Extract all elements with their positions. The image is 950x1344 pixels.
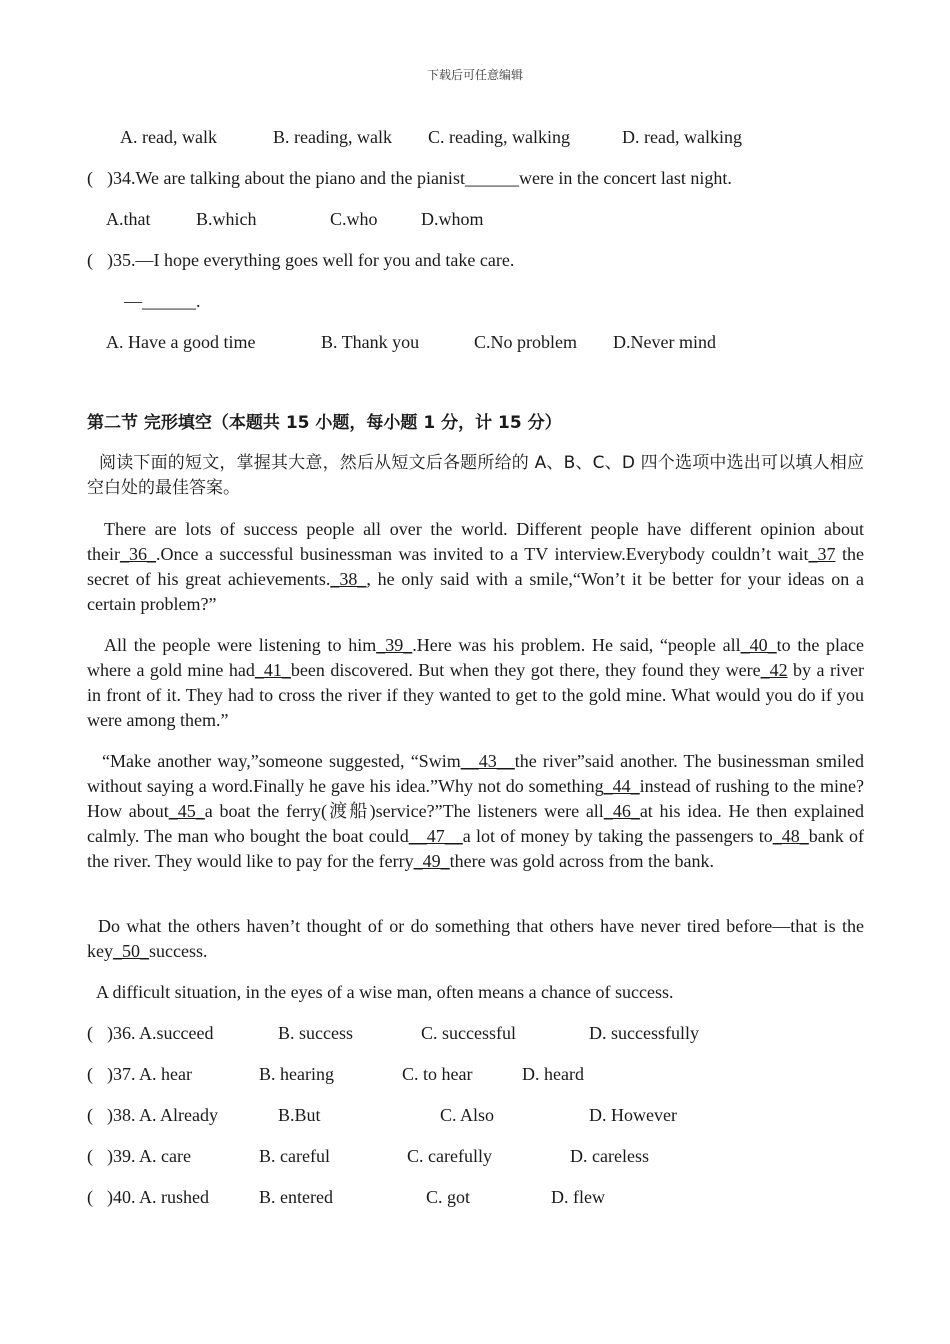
question-39: ( )39. A. care <box>87 1146 191 1166</box>
blank-42: _42 <box>760 660 788 680</box>
question-35 <box>87 248 514 272</box>
q39-option-b: B. careful <box>259 1146 330 1166</box>
blank-41: _41_ <box>254 660 291 680</box>
blank-50: _50_ <box>113 941 149 961</box>
q38-option-c: C. Also <box>440 1105 495 1125</box>
answer-paren: ( <box>87 1187 93 1207</box>
question-34 <box>87 166 732 190</box>
q36-option-d: D. successfully <box>589 1023 699 1043</box>
question-37: ( )37. A. hear <box>87 1064 192 1084</box>
q33-option-c: C. reading, walking <box>428 127 570 147</box>
q35-option-d: D.Never mind <box>613 332 716 352</box>
q38-option-b: B.But <box>278 1105 321 1125</box>
blank-48: _48_ <box>772 826 809 846</box>
q35-option-c: C.No problem <box>474 332 577 352</box>
question-40: ( )40. A. rushed <box>87 1187 209 1207</box>
question-36: ( )36. A.succeed <box>87 1023 214 1043</box>
blank-44: _44_ <box>603 776 640 796</box>
question-35-reply: —______. <box>124 291 201 311</box>
q33-option-a: A. read, walk <box>120 127 217 147</box>
blank-39: _39_ <box>376 635 413 655</box>
q39-option-d: D. careless <box>570 1146 649 1166</box>
blank-37: _37 <box>808 544 836 564</box>
q33-option-b: B. reading, walk <box>273 127 392 147</box>
page-header: 下载后可任意编辑 <box>426 68 523 82</box>
answer-paren: ( <box>87 168 93 188</box>
blank-36: _36_ <box>120 544 156 564</box>
q37-option-d: D. heard <box>522 1064 584 1084</box>
question-34-text: )34.We are talking about the piano and the pianist______were in the concert last night. <box>107 168 732 188</box>
q34-option-c: C.who <box>330 209 378 229</box>
blank-45: _45_ <box>168 801 205 821</box>
q35-option-b: B. Thank you <box>321 332 420 352</box>
passage-paragraph-2: All the people were listening to him_39_.Here was his problem. He said, “people all_40_to the place where a gold mine had_41_been discovered. But when they got there, they found they were_42 by a river in front of it. They had to cross the river if they wanted to get to the gold mine. What would you do if you were among them.” <box>87 635 864 730</box>
q38-option-d: D. However <box>589 1105 677 1125</box>
answer-paren: ( <box>87 1105 93 1125</box>
question-38: ( )38. A. Already <box>87 1105 218 1125</box>
q34-option-b: B.which <box>196 209 257 229</box>
q40-option-b: B. entered <box>259 1187 333 1207</box>
blank-40: _40_ <box>740 635 777 655</box>
q36-option-c: C. successful <box>421 1023 516 1043</box>
q34-option-d: D.whom <box>421 209 484 229</box>
section-title: 第二节 完形填空（本题共 15 小题，每小题 1 分，计 15 分） <box>87 413 562 433</box>
answer-paren: ( <box>87 1064 93 1084</box>
passage-paragraph-3: “Make another way,”someone suggested, “Swim__43__the river”said another. The businessman smiled without saying a word.Finally he gave his idea.”Why not do something_44_instead of rushing to the mine? How about_45_a boat the ferry(渡船)service?”The listeners were all_46_at his idea. He then explained calmly. The man who bought the boat could__47__a lot of money by taking the passengers to_48_bank of the river. They would like to pay for the ferry_49_there was gold across from the bank. <box>87 751 865 871</box>
answer-paren: ( <box>87 250 93 270</box>
passage-paragraph-5: A difficult situation, in the eyes of a wise man, often means a chance of success. <box>96 982 674 1002</box>
q39-option-c: C. carefully <box>407 1146 492 1166</box>
blank-43: __43__ <box>460 751 515 771</box>
passage-paragraph-1: There are lots of success people all over the world. Different people have different opinion about their_36_.Once a successful businessman was invited to a TV interview.Everybody couldn’t wait_37 the secret of his great achievements._38_, he only said with a smile,“Won’t it be better for your ideas on a certain problem?” <box>87 519 864 614</box>
q35-option-a: A. Have a good time <box>106 332 256 352</box>
section-instruction: 阅读下面的短文，掌握其大意，然后从短文后各题所给的 A、B、C、D 四个选项中选出可以填人相应空白处的最佳答案。 <box>87 453 864 498</box>
q40-option-c: C. got <box>426 1187 471 1207</box>
q37-option-b: B. hearing <box>259 1064 334 1084</box>
blank-49: _49_ <box>413 851 450 871</box>
q40-option-d: D. flew <box>551 1187 605 1207</box>
q33-option-d: D. read, walking <box>622 127 742 147</box>
q34-option-a: A.that <box>106 209 151 229</box>
q36-option-b: B. success <box>278 1023 353 1043</box>
blank-46: _46_ <box>603 801 640 821</box>
answer-paren: ( <box>87 1023 93 1043</box>
passage-paragraph-4: Do what the others haven’t thought of or do something that others have never tired before—that is the key_50_success. <box>87 916 864 961</box>
blank-38: _38_ <box>330 569 367 589</box>
question-35-text: )35.—I hope everything goes well for you and take care. <box>107 250 515 270</box>
answer-paren: ( <box>87 1146 93 1166</box>
blank-47: __47__ <box>408 826 463 846</box>
q37-option-c: C. to hear <box>402 1064 473 1084</box>
